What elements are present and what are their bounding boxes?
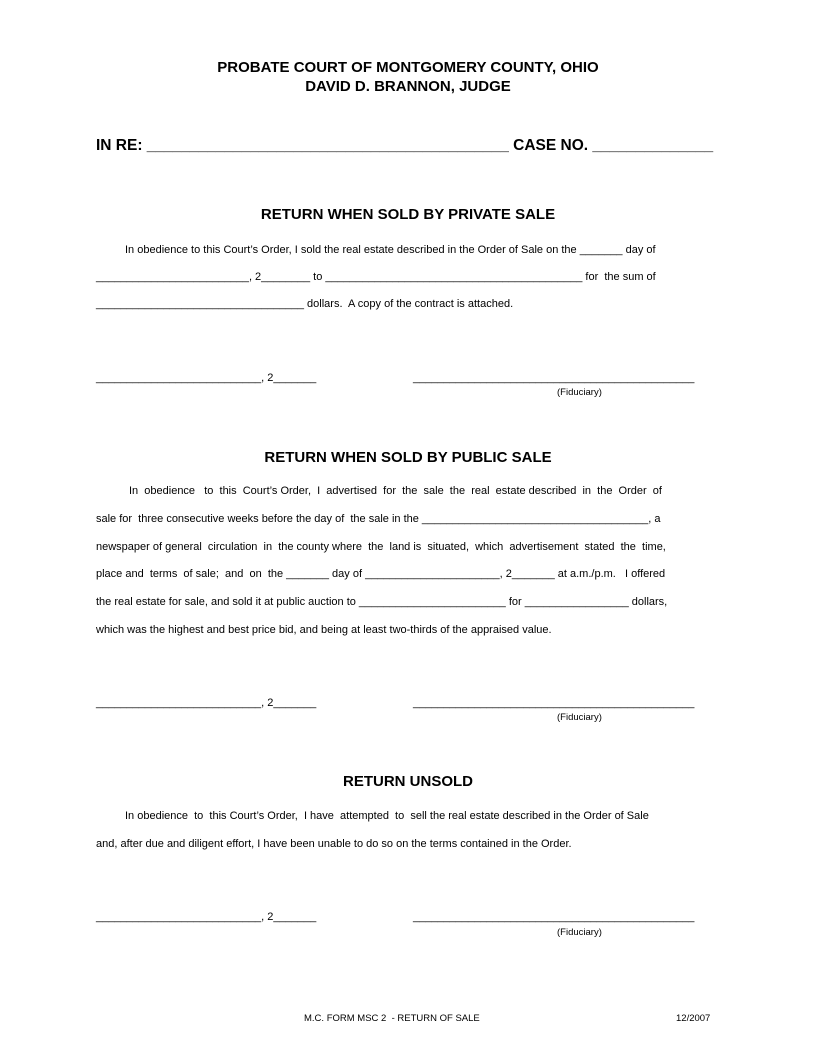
public-sale-fiduciary-label: (Fiduciary) (557, 712, 602, 723)
unsold-line-2: and, after due and diligent effort, I have been unable to do so on the terms contained in the Order. (96, 838, 572, 850)
court-title: PROBATE COURT OF MONTGOMERY COUNTY, OHIO (217, 59, 599, 76)
unsold-fiduciary-label: (Fiduciary) (557, 927, 602, 938)
private-sale-line-2: _________________________, 2________ to __________________________________________ for the sum of (96, 271, 656, 283)
public-sale-line-6: which was the highest and best price bid, and being at least two-thirds of the appraised value. (96, 624, 552, 636)
private-sale-date-line[interactable]: ___________________________, 2_______ (96, 372, 317, 384)
public-sale-line-3: newspaper of general circulation in the county where the land is situated, which advertisement stated the time, (96, 541, 666, 553)
in-re-case-line[interactable]: IN RE: __________________________________________ CASE NO. ______________ (96, 137, 714, 154)
public-sale-line-1: In obedience to this Court’s Order, I advertised for the sale the real estate described in the Order of (129, 485, 662, 497)
unsold-signature-line[interactable]: ______________________________________________ (413, 911, 695, 923)
private-sale-signature-line[interactable]: ______________________________________________ (413, 372, 695, 384)
unsold-title: RETURN UNSOLD (343, 773, 473, 790)
public-sale-line-5: the real estate for sale, and sold it at public auction to ________________________ for _________________ dollars, (96, 596, 668, 608)
unsold-line-1: In obedience to this Court’s Order, I have attempted to sell the real estate described in the Order of Sale (125, 810, 649, 822)
public-sale-line-2: sale for three consecutive weeks before the day of the sale in the _____________________________________, a (96, 513, 661, 525)
form-date: 12/2007 (676, 1013, 711, 1024)
public-sale-line-4: place and terms of sale; and on the _______ day of ______________________, 2_______ at a.m./p.m. I offered (96, 568, 666, 580)
form-number: M.C. FORM MSC 2 - RETURN OF SALE (304, 1013, 480, 1024)
public-sale-signature-line[interactable]: ______________________________________________ (413, 697, 695, 709)
public-sale-date-line[interactable]: ___________________________, 2_______ (96, 697, 317, 709)
public-sale-title: RETURN WHEN SOLD BY PUBLIC SALE (264, 449, 552, 466)
private-sale-fiduciary-label: (Fiduciary) (557, 387, 602, 398)
private-sale-line-3: __________________________________ dollars. A copy of the contract is attached. (96, 298, 514, 310)
judge-name: DAVID D. BRANNON, JUDGE (305, 78, 511, 95)
unsold-date-line[interactable]: ___________________________, 2_______ (96, 911, 317, 923)
private-sale-title: RETURN WHEN SOLD BY PRIVATE SALE (260, 206, 556, 223)
private-sale-line-1: In obedience to this Court’s Order, I sold the real estate described in the Order of Sale on the _______ day of (125, 244, 656, 256)
